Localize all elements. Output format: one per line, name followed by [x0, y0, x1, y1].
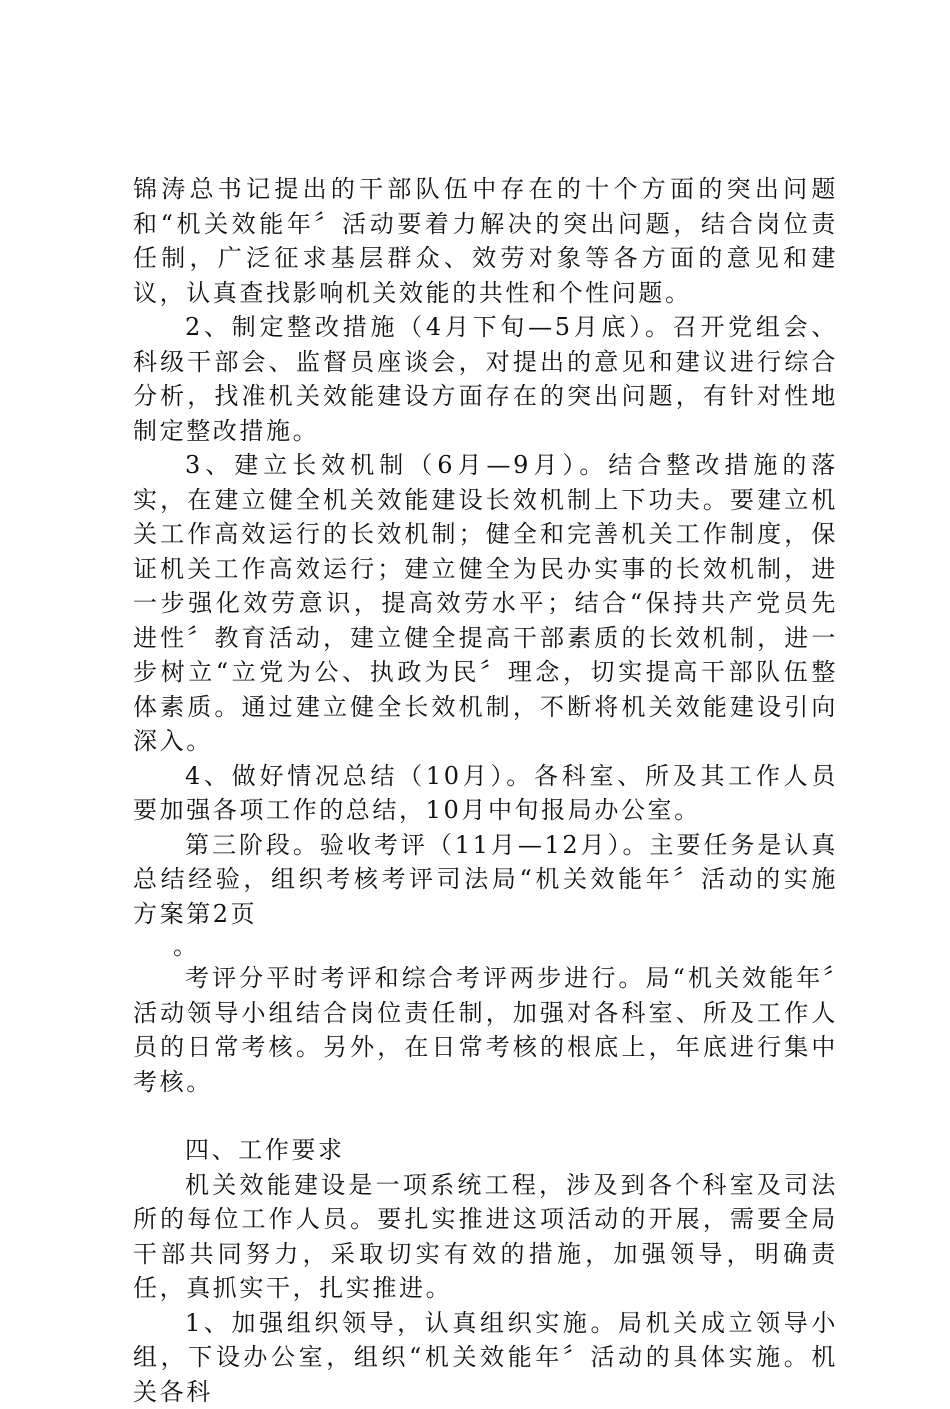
paragraph-requirement-1-leadership: 1、加强组织领导，认真组织实施。局机关成立领导小组，下设办公室，组织“机关效能年〞活动的具体实施。机关各科	[133, 1306, 838, 1409]
paragraph-stage-3-evaluation: 第三阶段。验收考评（11月—12月）。主要任务是认真总结经验，组织考核考评司法局“机关效能年〞活动的实施方案第2页	[133, 828, 838, 932]
section-heading-work-requirements: 四、工作要求	[133, 1133, 838, 1168]
paragraph-step-4-summary: 4、做好情况总结（10月）。各科室、所及其工作人员要加强各项工作的总结，10月中旬报局办公室。	[133, 759, 838, 828]
paragraph-problems-continuation: 锦涛总书记提出的干部队伍中存在的十个方面的突出问题和“机关效能年〞活动要着力解决的突出问题，结合岗位责任制，广泛征求基层群众、效劳对象等各方面的意见和建议，认真查找影响机关效能的共性和个性问题。	[133, 172, 838, 310]
paragraph-systematic-engineering: 机关效能建设是一项系统工程，涉及到各个科室及司法所的每位工作人员。要扎实推进这项活动的开展，需要全局干部共同努力，采取切实有效的措施，加强领导，明确责任，真抓实干，扎实推进。	[133, 1168, 838, 1306]
paragraph-evaluation-method: 考评分平时考评和综合考评两步进行。局“机关效能年〞活动领导小组结合岗位责任制，加强对各科室、所及工作人员的日常考核。另外，在日常考核的根底上，年底进行集中考核。	[133, 961, 838, 1099]
paragraph-step-3-long-term-mechanism: 3、建立长效机制（6月—9月）。结合整改措施的落实，在建立健全机关效能建设长效机制上下功夫。要建立机关工作高效运行的长效机制；健全和完善机关工作制度，保证机关工作高效运行；建立健全为民办实事的长效机制，进一步强化效劳意识，提高效劳水平；结合“保持共产党员先进性〞教育活动，建立健全提高干部素质的长效机制，进一步树立“立党为公、执政为民〞理念，切实提高干部队伍整体素质。通过建立健全长效机制，不断将机关效能建设引向深入。	[133, 448, 838, 759]
paragraph-period-mark: 。	[133, 931, 838, 961]
paragraph-step-2-rectification: 2、制定整改措施（4月下旬—5月底）。召开党组会、科级干部会、监督员座谈会，对提出的意见和建议进行综合分析，找准机关效能建设方面存在的突出问题，有针对性地制定整改措施。	[133, 310, 838, 448]
document-page	[133, 172, 838, 1409]
